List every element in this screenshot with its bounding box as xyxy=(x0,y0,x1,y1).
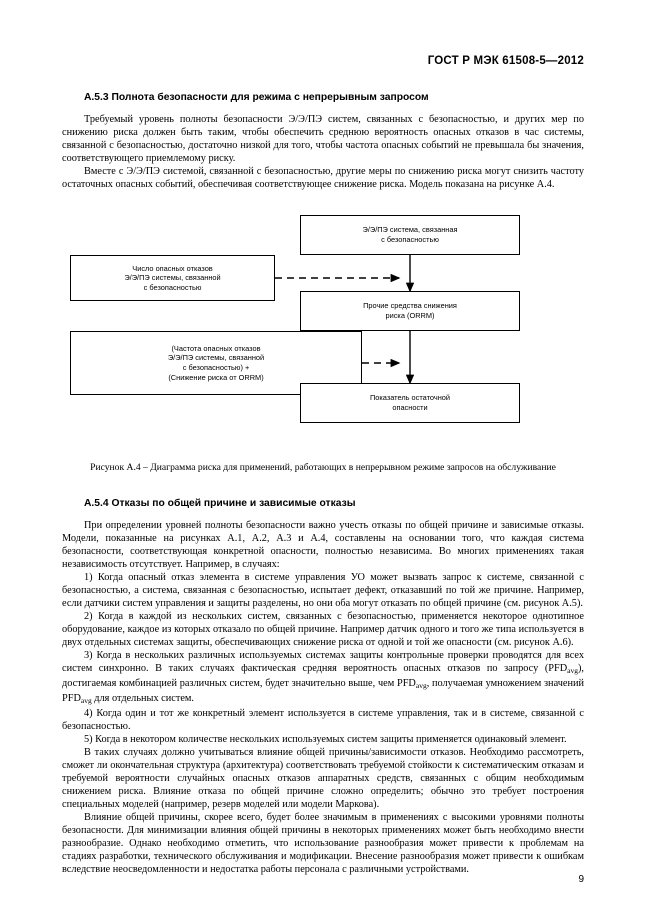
page-header: ГОСТ Р МЭК 61508-5—2012 xyxy=(427,55,584,67)
figure-a4 xyxy=(62,203,584,448)
paragraph: 1) Когда опасный отказ элемента в системе управления УО может вызвать запрос к системе, связанной с безопасностью, а система, связанная с безопасностью, испытает дефект, отказавший по той же причине. Например, если датчики систем управления и защиты разделены, но они оба могут отказать по общей причине (см. рисунок А.5). xyxy=(62,572,584,609)
paragraph: Требуемый уровень полноты безопасности Э/Э/ПЭ систем, связанных с безопасностью, и других мер по снижению риска должен быть таким, чтобы обеспечить среднюю вероятность опасных отказов в час системы, связанной с безопасностью, достаточно низкой для того, чтобы частота опасных событий не превышала бы значения, соответствующего приемлемому риску. xyxy=(62,114,584,164)
paragraph: Вместе с Э/Э/ПЭ системой, связанной с безопасностью, другие меры по снижению риска могут снизить частоту остаточных опасных событий, обеспечивая соответствующее снижение риска. Модель показана на рисунке А.4. xyxy=(62,166,584,190)
paragraph-pfd: 3) Когда в нескольких различных используемых системах защиты контрольные проверки проводятся для всех систем синхронно. В таких случаях фактическая средняя вероятность опасных отказов по запросу $(PFD_{avg})$, достигаемая комбинацией различных систем, будет значительно выше, чем $PFD_{avg}$, получаемая умножением значений $PFD_{avg}$ для отдельных систем. xyxy=(62,650,585,705)
figure-caption: Рисунок А.4 – Диаграмма риска для применений, работающих в непрерывном режиме запросов на обслуживание xyxy=(90,462,556,473)
paragraph: 5) Когда в некотором количестве нескольких используемых систем защиты применяется одинаковый элемент. xyxy=(84,734,567,745)
paragraph: В таких случаях должно учитываться влияние общей причины/зависимости отказов. Необходимо рассмотреть, сможет ли окончательная структура (архитектура) соответствовать требуемой стойкости к систематическим отказам и требуемой вероятности случайных опасных отказов аппаратных средств, связанных с общим необходимым снижением риска. Влияние отказа по общей причине сложно определить; обычно это требует построения специальных моделей (например, резерв моделей или модели Маркова). xyxy=(62,747,584,810)
paragraph: При определении уровней полноты безопасности важно учесть отказы по общей причине и зависимые отказы. Модели, показанные на рисунках А.1, А.2, А.3 и А.4, составлены на основании того, что каждая система безопасности, соответствующая конкретной опасности, полностью независима. Во многих применениях такая независимость отсутствует. Например, в случаях: xyxy=(62,520,584,570)
box-eepe-safety-system: Э/Э/ПЭ система, связанная с безопасностью xyxy=(300,215,520,255)
paragraph: 4) Когда один и тот же конкретный элемент используется в системе управления, так и в системе, связанной с безопасностью. xyxy=(62,708,584,732)
paragraph: Влияние общей причины, скорее всего, будет более значимым в применениях с высокими уровнями полноты безопасности. Для минимизации влияния общей причины в некоторых применениях может быть необходимо внести разнообразие. Однако необходимо отметить, что использование разнообразия может привести к проблемам на стадиях разработки, технического обслуживания и модификации. Внесение разнообразия может привести к ошибкам вследствие неосведомленности и недостатка работы персонала с различными устройствами. xyxy=(62,812,584,875)
box-residual-danger-indicator: Показатель остаточной опасности xyxy=(300,383,520,423)
paragraph: 2) Когда в каждой из нескольких систем, связанных с безопасностью, применяется некоторое однотипное оборудование, каждое из которых отказало по общей причине. Например датчик одного и того же типа используется в двух отдельных системах защиты, обеспечивающих снижение риска от одной и той же опасности (см. рисунок А.6). xyxy=(62,611,584,648)
section-heading-a54: А.5.4 Отказы по общей причине и зависимые отказы xyxy=(84,498,356,509)
box-number-of-dangerous-failures: Число опасных отказов Э/Э/ПЭ системы, связанной с безопасностью xyxy=(70,255,275,301)
page-number: 9 xyxy=(578,874,584,885)
section-heading-a53: А.5.3 Полнота безопасности для режима с непрерывным запросом xyxy=(84,92,429,103)
box-other-risk-reduction-means: Прочие средства снижения риска (ORRM) xyxy=(300,291,520,331)
box-frequency-of-dangerous-failures: (Частота опасных отказов Э/Э/ПЭ системы, связанной с безопасностью) + (Снижение риска от ORRM) xyxy=(70,331,362,395)
